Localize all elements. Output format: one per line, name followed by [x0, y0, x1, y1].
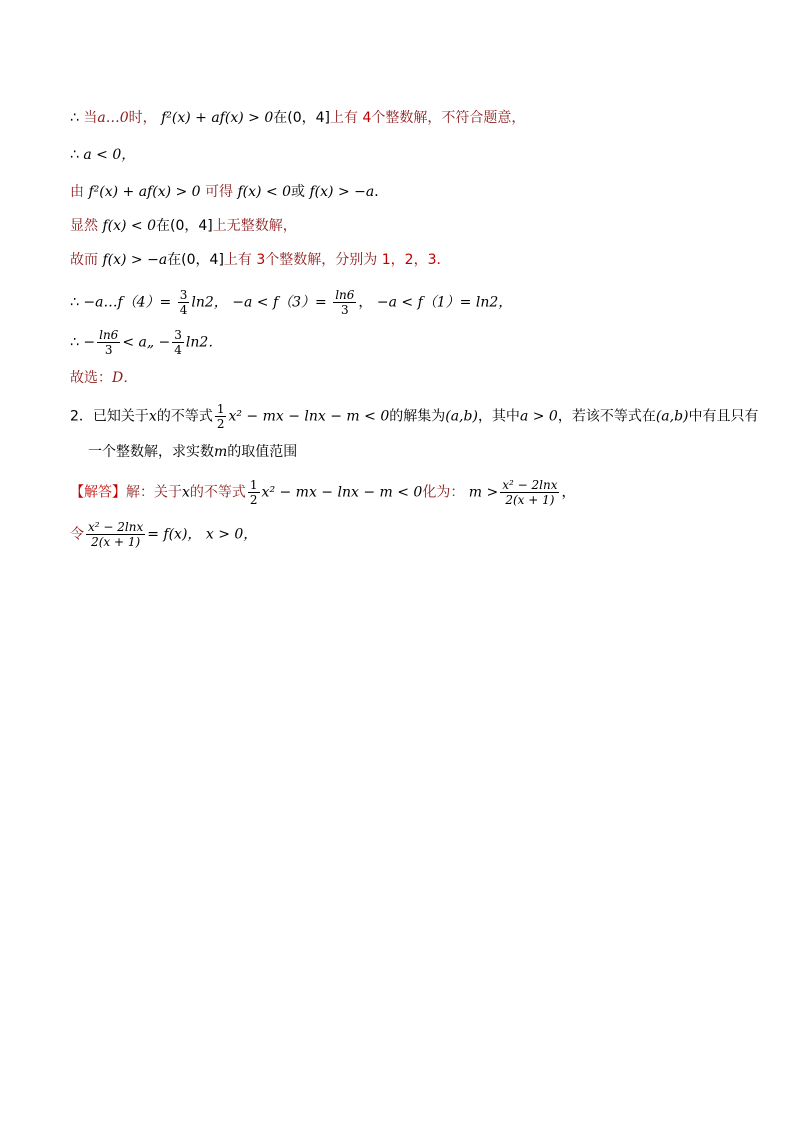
solution-line-2 [70, 145, 135, 165]
fraction-numerator: 1 [249, 478, 258, 492]
answer-line-2 [70, 520, 257, 549]
math-expr: a…0 [97, 110, 129, 126]
fraction-numerator: x² − 2lnx [502, 478, 558, 492]
fraction-numerator: ln6 [335, 288, 355, 302]
text: 在(0，4] [273, 110, 330, 126]
therefore-symbol: ∴ [70, 147, 79, 163]
solution-line-1 [70, 108, 525, 128]
math-expr: f²(x) + af(x) > 0 [88, 184, 201, 200]
text: 时， [128, 110, 157, 126]
math-expr: − [83, 334, 96, 351]
text: 当 [83, 110, 98, 126]
math-expr: −a…f（4）= [83, 294, 172, 311]
text: 由 [70, 184, 84, 200]
math-expr: (a,b) [445, 408, 478, 425]
fraction-denominator: 4 [174, 343, 182, 357]
text: 个整数解，分别为 [265, 252, 378, 268]
text: 上无整数解， [212, 218, 297, 234]
fraction-denominator: 2(x + 1) [91, 535, 141, 549]
text: 在(0，4] [167, 252, 224, 268]
math-expr: f(x) > −a [309, 184, 375, 200]
text: 化为： [422, 484, 465, 501]
fraction-numerator: ln6 [99, 328, 119, 342]
question-2-line-1 [70, 402, 759, 431]
text: ． [374, 184, 389, 200]
text: 故而 [70, 252, 98, 268]
math-var: x [182, 484, 190, 501]
solution-line-4 [70, 216, 297, 236]
fraction [97, 328, 120, 357]
solution-line-3 [70, 182, 388, 202]
math-expr: = f(x)， [147, 526, 202, 543]
fraction-denominator: 3 [104, 343, 113, 357]
text: 令 [70, 526, 84, 543]
text: 显然 [70, 218, 98, 234]
text: 或 [291, 184, 306, 200]
fraction-denominator: 2(x + 1) [505, 493, 555, 507]
text: 在(0，4] [156, 218, 213, 234]
text: 的取值范围 [227, 444, 298, 460]
text: 的不等式 [156, 408, 213, 425]
text: 的不等式 [189, 484, 246, 501]
math-expr: a > 0 [519, 408, 558, 425]
text: 故选： [70, 370, 112, 386]
text: ， [561, 484, 576, 501]
fraction [248, 478, 260, 507]
fraction-numerator: x² − 2lnx [88, 520, 144, 534]
fraction-numerator: 1 [216, 402, 225, 416]
math-expr: f²(x) + af(x) > 0 [161, 110, 274, 126]
number: 4 [362, 110, 372, 126]
question-2-line-2 [88, 442, 297, 462]
text: ，若该不等式在 [557, 408, 656, 425]
solution-line-7 [70, 328, 222, 357]
fraction [178, 288, 190, 317]
text: 可得 [205, 184, 234, 200]
text: 个整数解，不符合题意， [371, 110, 526, 126]
math-expr: ln2． [185, 334, 223, 351]
fraction-denominator: 2 [216, 417, 225, 431]
solution-line-5 [70, 250, 450, 270]
text: 中有且只有 [688, 408, 759, 425]
fraction [86, 520, 145, 549]
math-expr: x² − mx − lnx − m < 0 [261, 484, 423, 501]
math-expr: < a„ − [122, 334, 171, 351]
math-expr: ln2， [191, 294, 228, 311]
answer: D． [112, 370, 138, 386]
math-expr: x > 0， [205, 526, 258, 543]
math-expr: f(x) < 0 [102, 218, 156, 234]
fraction-numerator: 3 [179, 288, 188, 302]
math-expr: x² − mx − lnx − m < 0 [228, 408, 390, 425]
math-expr: (a,b) [655, 408, 689, 425]
math-expr: −a < f（3）= [232, 294, 327, 311]
number: 3 [256, 252, 266, 268]
text: 2．已知关于 [70, 408, 149, 425]
text: 的解集为 [389, 408, 446, 425]
text: 上有 [329, 110, 358, 126]
text: 上有 [223, 252, 252, 268]
solution-line-6 [70, 288, 512, 317]
fraction [215, 402, 227, 431]
fraction [333, 288, 356, 317]
text: 一个整数解，求实数 [88, 444, 214, 460]
therefore-symbol: ∴ [70, 110, 79, 126]
therefore-symbol: ∴ [70, 294, 79, 311]
therefore-symbol: ∴ [70, 334, 79, 351]
number-list: 1，2，3． [381, 252, 451, 268]
answer-tag: 【解答】 [70, 484, 126, 501]
math-expr: −a < f（1）= ln2， [376, 294, 513, 311]
math-expr: m > [468, 484, 499, 501]
math-expr: f(x) < 0 [237, 184, 292, 200]
fraction-denominator: 2 [249, 493, 258, 507]
fraction-denominator: 4 [179, 303, 188, 317]
math-expr: a < 0， [83, 147, 136, 163]
math-expr: f(x) > −a [102, 252, 168, 268]
fraction-denominator: 3 [341, 303, 349, 317]
solution-line-8 [70, 368, 137, 388]
fraction [172, 328, 184, 357]
text: ， [358, 294, 373, 311]
answer-line-1 [70, 478, 575, 507]
fraction [500, 478, 559, 507]
math-var: m [214, 444, 228, 460]
text: ，其中 [477, 408, 520, 425]
fraction-numerator: 3 [174, 328, 182, 342]
math-var: x [148, 408, 157, 425]
text: 解：关于 [126, 484, 182, 501]
